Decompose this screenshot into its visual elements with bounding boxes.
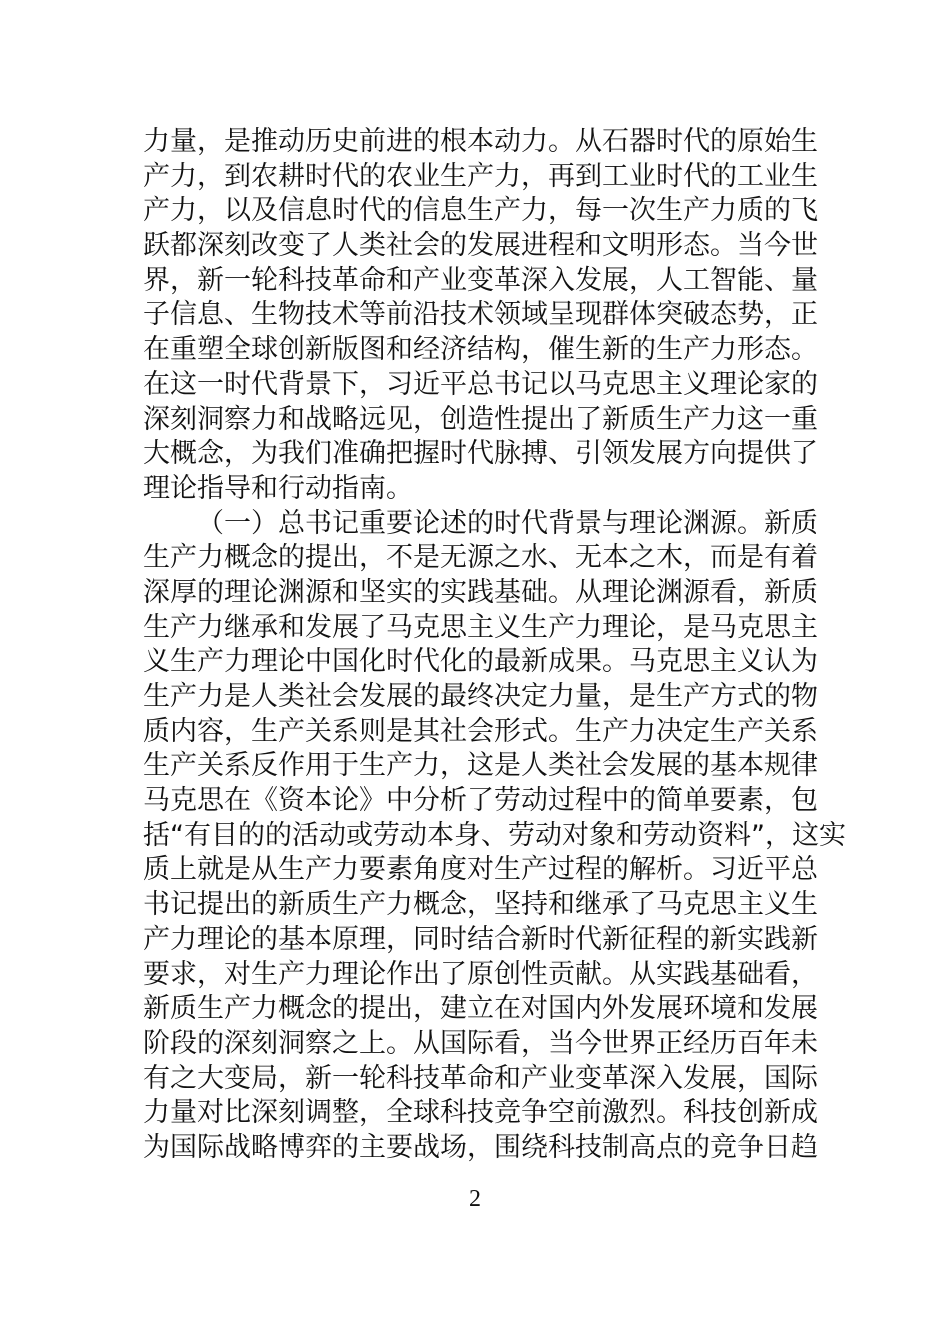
text-line: 力 量 ， 是 推 动 历 史 前 进 的 根 本 动 力 。 从 石 器 时 代 的 原 始 生 xyxy=(143,126,818,157)
text-line: 跃 都 深 刻 改 变 了 人 类 社 会 的 发 展 进 程 和 文 明 形 态 。 当 今 世 xyxy=(143,230,818,262)
text-line: 生 产 关 系 反 作 用 于 生 产 力 ， 这 是 人 类 社 会 发 展 的 基 本 规 律 xyxy=(143,750,818,782)
text-line: 产 力 ， 到 农 耕 时 代 的 农 业 生 产 力 ， 再 到 工 业 时 代 的 工 业 生 xyxy=(143,160,818,192)
text-line: 深 刻 洞 察 力 和 战 略 远 见 ， 创 造 性 提 出 了 新 质 生 产 力 这 一 重 xyxy=(143,403,818,435)
text-line: 产 力 ， 以 及 信 息 时 代 的 信 息 生 产 力 ， 每 一 次 生 产 力 质 的 飞 xyxy=(143,195,818,227)
text-line: 理论指导和行动指南。 xyxy=(143,472,413,504)
text-line: 括 “ 有 目 的 的 活 动 或 劳 动 本 身 、 劳 动 对 象 和 劳 动 资 料 ” ， 这 实 xyxy=(143,819,846,851)
text-line: 大 概 念 ， 为 我 们 准 确 把 握 时 代 脉 搏 、 引 领 发 展 方 向 提 供 了 xyxy=(143,438,818,470)
text-line: 生 产 力 概 念 的 提 出 ， 不 是 无 源 之 水 、 无 本 之 木 ， 而 是 有 着 xyxy=(143,542,818,574)
text-line: 质 上 就 是 从 生 产 力 要 素 角 度 对 生 产 过 程 的 解 析 。 习 近 平 总 xyxy=(143,854,818,886)
text-line: 质 内 容 ， 生 产 关 系 则 是 其 社 会 形 式 。 生 产 力 决 定 生 产 关 系 xyxy=(143,715,818,747)
body-text xyxy=(143,125,846,1166)
text-line: 生 产 力 继 承 和 发 展 了 马 克 思 主 义 生 产 力 理 论 ， 是 马 克 思 主 xyxy=(143,611,818,643)
text-line: 在 这 一 时 代 背 景 下 ， 习 近 平 总 书 记 以 马 克 思 主 义 理 论 家 的 xyxy=(143,368,818,400)
text-line: 义 生 产 力 理 论 中 国 化 时 代 化 的 最 新 成 果 。 马 克 思 主 义 认 为 xyxy=(143,646,818,678)
text-line: 阶 段 的 深 刻 洞 察 之 上 。 从 国 际 看 ， 当 今 世 界 正 经 历 百 年 未 xyxy=(143,1027,818,1059)
text-line: 在 重 塑 全 球 创 新 版 图 和 经 济 结 构 ， 催 生 新 的 生 产 力 形 态 。 xyxy=(143,334,818,366)
text-line: 马 克 思 在 《 资 本 论 》 中 分 析 了 劳 动 过 程 中 的 简 单 要 素 ， 包 xyxy=(143,785,818,817)
page-number: 2 xyxy=(469,1186,481,1212)
text-line: 界 ， 新 一 轮 科 技 革 命 和 产 业 变 革 深 入 发 展 ， 人 工 智 能 、 量 xyxy=(143,264,818,296)
text-line: 有 之 大 变 局 ， 新 一 轮 科 技 革 命 和 产 业 变 革 深 入 发 展 ， 国 际 xyxy=(143,1062,818,1094)
text-line: 产 力 理 论 的 基 本 原 理 ， 同 时 结 合 新 时 代 新 征 程 的 新 实 践 新 xyxy=(143,923,818,955)
text-line: 生 产 力 是 人 类 社 会 发 展 的 最 终 决 定 力 量 ， 是 生 产 方 式 的 物 xyxy=(143,681,818,712)
text-line: 要 求 ， 对 生 产 力 理 论 作 出 了 原 创 性 贡 献 。 从 实 践 基 础 看 ， xyxy=(143,958,818,990)
text-line: 书 记 提 出 的 新 质 生 产 力 概 念 ， 坚 持 和 继 承 了 马 克 思 主 义 生 xyxy=(143,889,818,921)
text-line: 为 国 际 战 略 博 弈 的 主 要 战 场 ， 围 绕 科 技 制 高 点 的 竞 争 日 趋 xyxy=(143,1131,818,1163)
text-line: 子 信 息 、 生 物 技 术 等 前 沿 技 术 领 域 呈 现 群 体 突 破 态 势 ， 正 xyxy=(143,299,818,331)
text-line: 新 质 生 产 力 概 念 的 提 出 ， 建 立 在 对 国 内 外 发 展 环 境 和 发 展 xyxy=(143,993,818,1025)
text-line: 力 量 对 比 深 刻 调 整 ， 全 球 科 技 竞 争 空 前 激 烈 。 科 技 创 新 成 xyxy=(143,1097,818,1129)
text-line: 深 厚 的 理 论 渊 源 和 坚 实 的 实 践 基 础 。 从 理 论 渊 源 看 ， 新 质 xyxy=(143,576,818,608)
text-line: （ 一 ） 总 书 记 重 要 论 述 的 时 代 背 景 与 理 论 渊 源 。 新 质 xyxy=(197,507,818,539)
